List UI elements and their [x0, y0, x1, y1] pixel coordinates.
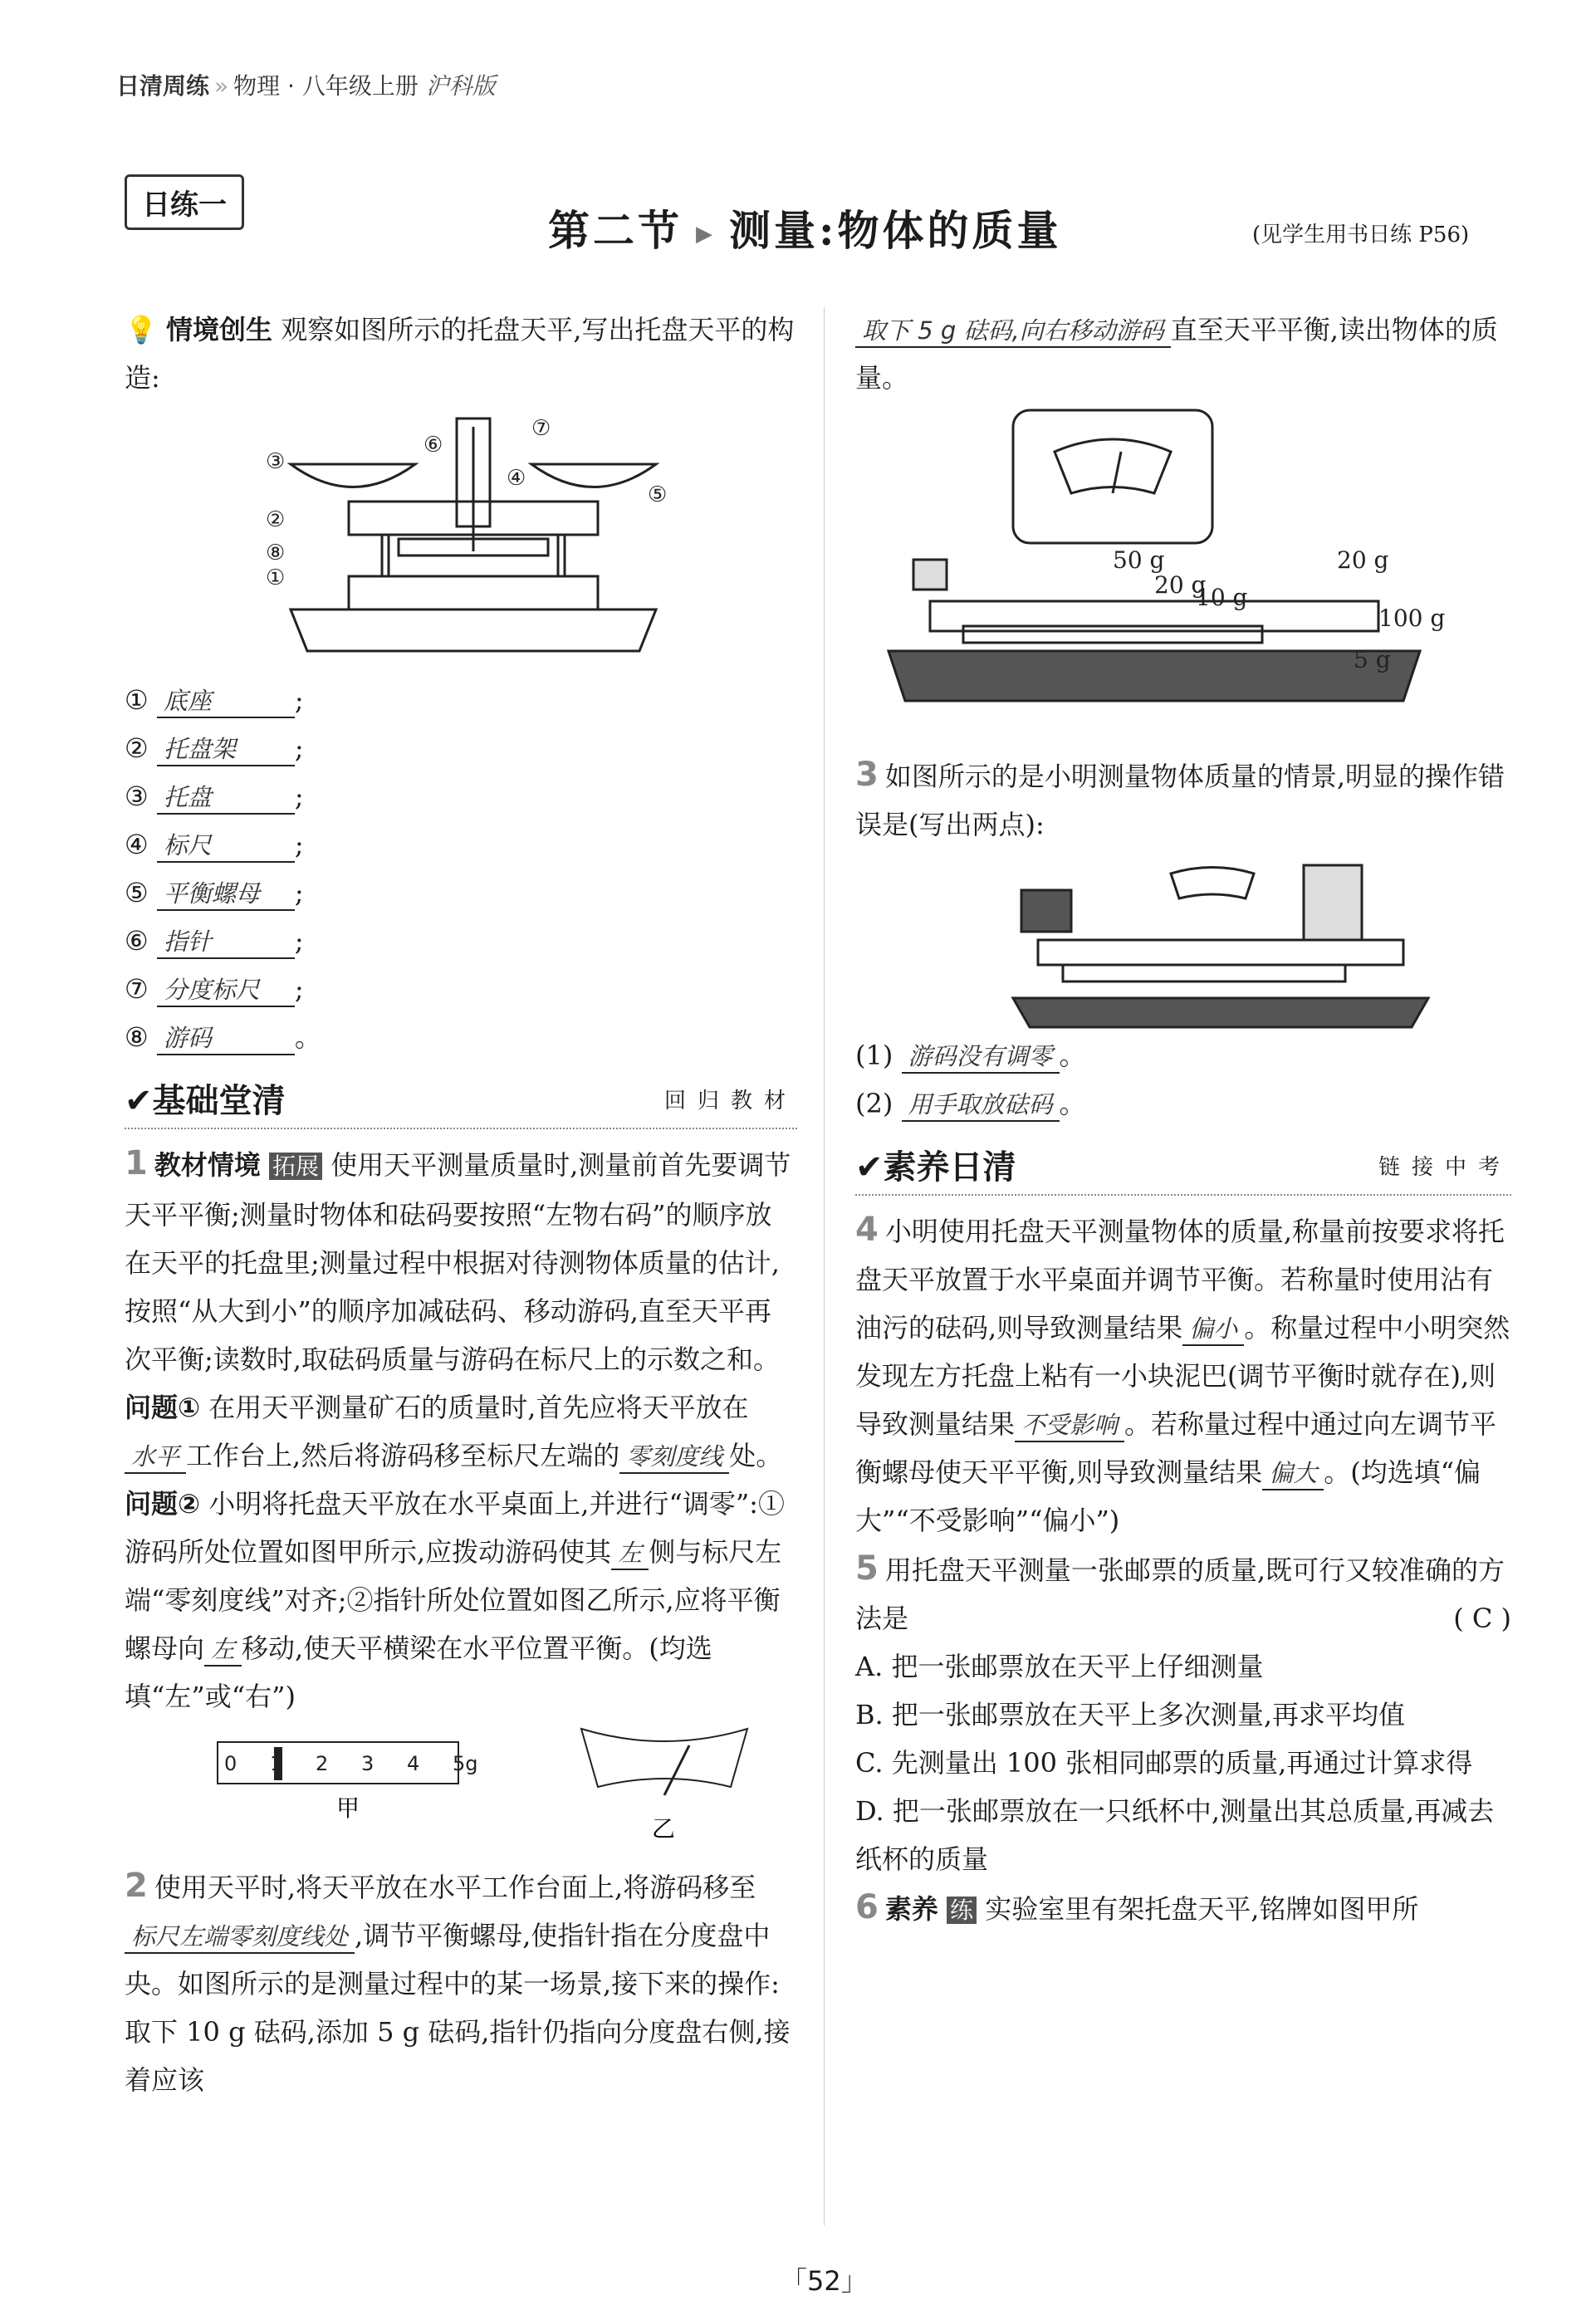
- svg-text:20 g: 20 g: [1154, 571, 1207, 599]
- q2-answer-2[interactable]: 取下 5 g 砝码,向右移动游码: [855, 315, 1171, 348]
- part-item: ② 托盘架 ;: [125, 724, 797, 772]
- part-item: ⑦ 分度标尺 ;: [125, 965, 797, 1013]
- left-column: [125, 306, 797, 2104]
- right-column: [855, 306, 1511, 1935]
- q4-answer-3[interactable]: 偏大: [1262, 1457, 1324, 1490]
- q5-option[interactable]: B. 把一张邮票放在天平上多次测量,再求平均值: [855, 1699, 1406, 1730]
- page-number: 「52」: [781, 2265, 868, 2297]
- diagram-label: ④: [507, 466, 526, 491]
- part-answer[interactable]: 底座: [157, 685, 295, 718]
- brand: 日清周练: [116, 72, 210, 100]
- part-answer[interactable]: 游码: [157, 1022, 295, 1055]
- diagram-label: ①: [266, 565, 286, 590]
- q3: 3 如图所示的是小明测量物体质量的情景,明显的操作错误是(写出两点):: [855, 756, 1505, 840]
- ruler-tick-label: 3: [361, 1752, 375, 1775]
- q5-options: [855, 1642, 1511, 1883]
- ruler-tick-label: 0: [224, 1752, 237, 1775]
- q1-figures: [125, 1720, 797, 1862]
- subject: 物理 · 八年级上册: [233, 72, 419, 100]
- balance-diagram: [257, 402, 689, 676]
- part-answer[interactable]: 标尺: [157, 830, 295, 863]
- q3-answer-1[interactable]: 游码没有调零: [902, 1040, 1060, 1074]
- q1-problem2: 问题② 小明将托盘天平放在水平桌面上,并进行“调零”:①游码所处位置如图甲所示,应拨动游码使其 左 侧与标尺左端“零刻度线”对齐;②指针所处位置如图乙所示,应将平衡螺母向 左 移动,使天平横梁在水平位置平衡。(均选填“左”或“右”): [125, 1488, 785, 1712]
- dial-figure: [573, 1720, 756, 1853]
- parts-list: [125, 676, 797, 1061]
- column-divider: [824, 307, 825, 2225]
- q4-answer-1[interactable]: 偏小: [1182, 1313, 1244, 1346]
- q5: 5 用托盘天平测量一张邮票的质量,既可行又较准确的方法是 ( C ): [855, 1544, 1511, 1642]
- diagram-label: ⑦: [531, 416, 551, 441]
- q2-continued: 取下 5 g 砝码,向右移动游码 直至天平平衡,读出物体的质量。: [855, 314, 1498, 394]
- edition: 沪科版: [425, 72, 496, 100]
- part-item: ③ 托盘 ;: [125, 772, 797, 820]
- diagram-label: ⑧: [266, 541, 286, 565]
- q1-intro: 1 教材情境 拓展 使用天平测量质量时,测量前首先要调节天平平衡;测量时物体和砝码要按照“左物右码”的顺序放在天平的托盘里;测量过程中根据对待测物体质量的估计,按照“从大到小”的顺序加减砝码、移动游码,直至天平再次平衡;读数时,取砝码质量与游码在标尺上的示数之和。: [125, 1144, 791, 1375]
- part-item: ⑤ 平衡螺母 ;: [125, 869, 797, 917]
- diagram-label: ③: [266, 449, 286, 474]
- check-icon: ✔: [125, 1082, 153, 1120]
- q1-problem1: 问题① 在用天平测量矿石的质量时,首先应将天平放在水平 工作台上,然后将游码移至标尺左端的 零刻度线 处。: [125, 1383, 797, 1480]
- part-item: ⑥ 指针 ;: [125, 917, 797, 965]
- section-basic: ✔基础堂清 回归教材: [125, 1074, 797, 1129]
- part-answer[interactable]: 托盘: [157, 781, 295, 815]
- q1-answer-3[interactable]: 左: [611, 1537, 649, 1570]
- diagram-label: ⑥: [423, 433, 443, 458]
- diagram-label: ②: [266, 507, 286, 532]
- q1-answer-4[interactable]: 左: [204, 1633, 242, 1667]
- q1-answer-2[interactable]: 零刻度线: [619, 1441, 729, 1474]
- q4-answer-2[interactable]: 不受影响: [1015, 1409, 1124, 1442]
- ruler-tick-label: 4: [407, 1752, 420, 1775]
- q1-answer-1[interactable]: 水平: [125, 1441, 186, 1474]
- q3-answer-2[interactable]: 用手取放砝码: [902, 1089, 1060, 1122]
- ruler-figure: [216, 1729, 478, 1828]
- q5-option[interactable]: C. 先测量出 100 张相同邮票的质量,再通过计算求得: [855, 1747, 1473, 1779]
- svg-text:10 g: 10 g: [1196, 584, 1248, 611]
- q2-answer-1[interactable]: 标尺左端零刻度线处: [125, 1921, 355, 1954]
- fig-a-label: 甲: [336, 1794, 360, 1822]
- check-icon: ✔: [855, 1148, 884, 1187]
- ruler-tick-label: 1: [270, 1752, 283, 1775]
- section-literacy: ✔素养日清 链接中考: [855, 1141, 1511, 1196]
- part-item: ⑧ 游码 。: [125, 1013, 797, 1061]
- svg-text:5 g: 5 g: [1354, 646, 1391, 673]
- q3-answer-1-line: (1) 游码没有调零 。: [855, 1031, 1511, 1079]
- part-answer[interactable]: 指针: [157, 926, 295, 959]
- part-item: ① 底座 ;: [125, 676, 797, 724]
- svg-text:50 g: 50 g: [1113, 546, 1165, 574]
- q5-option[interactable]: D. 把一张邮票放在一只纸杯中,测量出其总质量,再减去纸杯的质量: [855, 1795, 1495, 1875]
- q6: 6 素养 练 实验室里有架托盘天平,铭牌如图甲所: [855, 1888, 1419, 1926]
- page-title: 第二节 ▶ 测量:物体的质量: [548, 206, 1062, 255]
- reference-note: (见学生用书日练 P56): [1252, 223, 1470, 247]
- ruler-tick-label: 2: [316, 1752, 329, 1775]
- diagram-label: ⑤: [648, 482, 668, 507]
- svg-text:100 g: 100 g: [1378, 604, 1446, 632]
- part-answer[interactable]: 托盘架: [157, 733, 295, 766]
- q3-balance-figure: [988, 849, 1453, 1031]
- fig-b-label: 乙: [652, 1815, 676, 1843]
- q5-option[interactable]: A. 把一张邮票放在天平上仔细测量: [855, 1651, 1264, 1682]
- q3-answer-2-line: (2) 用手取放砝码 。: [855, 1079, 1511, 1128]
- intro: 💡 情境创生 观察如图所示的托盘天平,写出托盘天平的构造:: [125, 314, 795, 394]
- q2-balance-figure: [872, 402, 1453, 751]
- svg-text:20 g: 20 g: [1337, 546, 1389, 574]
- q5-answer[interactable]: ( C ): [1453, 1603, 1511, 1634]
- q2: 2 使用天平时,将天平放在水平工作台面上,将游码移至标尺左端零刻度线处 ,调节平衡螺母,使指针指在分度盘中央。如图所示的是测量过程中的某一场景,接下来的操作:取下 10 g 砝码,添加 5 g 砝码,指针仍指向分度盘右侧,接着应该: [125, 1867, 791, 2096]
- page-header: 日清周练 » 物理 · 八年级上册 沪科版: [116, 72, 496, 100]
- part-answer[interactable]: 分度标尺: [157, 974, 295, 1007]
- base-shape: [291, 609, 656, 651]
- ruler-tick-label: 5g: [453, 1752, 478, 1775]
- part-item: ④ 标尺 ;: [125, 820, 797, 869]
- day-tag: 日练一: [125, 174, 244, 230]
- q4: 4 小明使用托盘天平测量物体的质量,称量前按要求将托盘天平放置于水平桌面并调节平衡。若称量时使用沾有油污的砝码,则导致测量结果 偏小 。称量过程中小明突然发现左方托盘上粘有一小块泥巴(调节平衡时就存在),则导致测量结果 不受影响 。若称量过程中通过向左调节平衡螺母使天平平衡,则导致测量结果 偏大 。(均选填“偏大”“不受影响”“偏小”): [855, 1211, 1510, 1536]
- bulb-icon: 💡: [125, 314, 158, 345]
- part-answer[interactable]: 平衡螺母: [157, 878, 295, 911]
